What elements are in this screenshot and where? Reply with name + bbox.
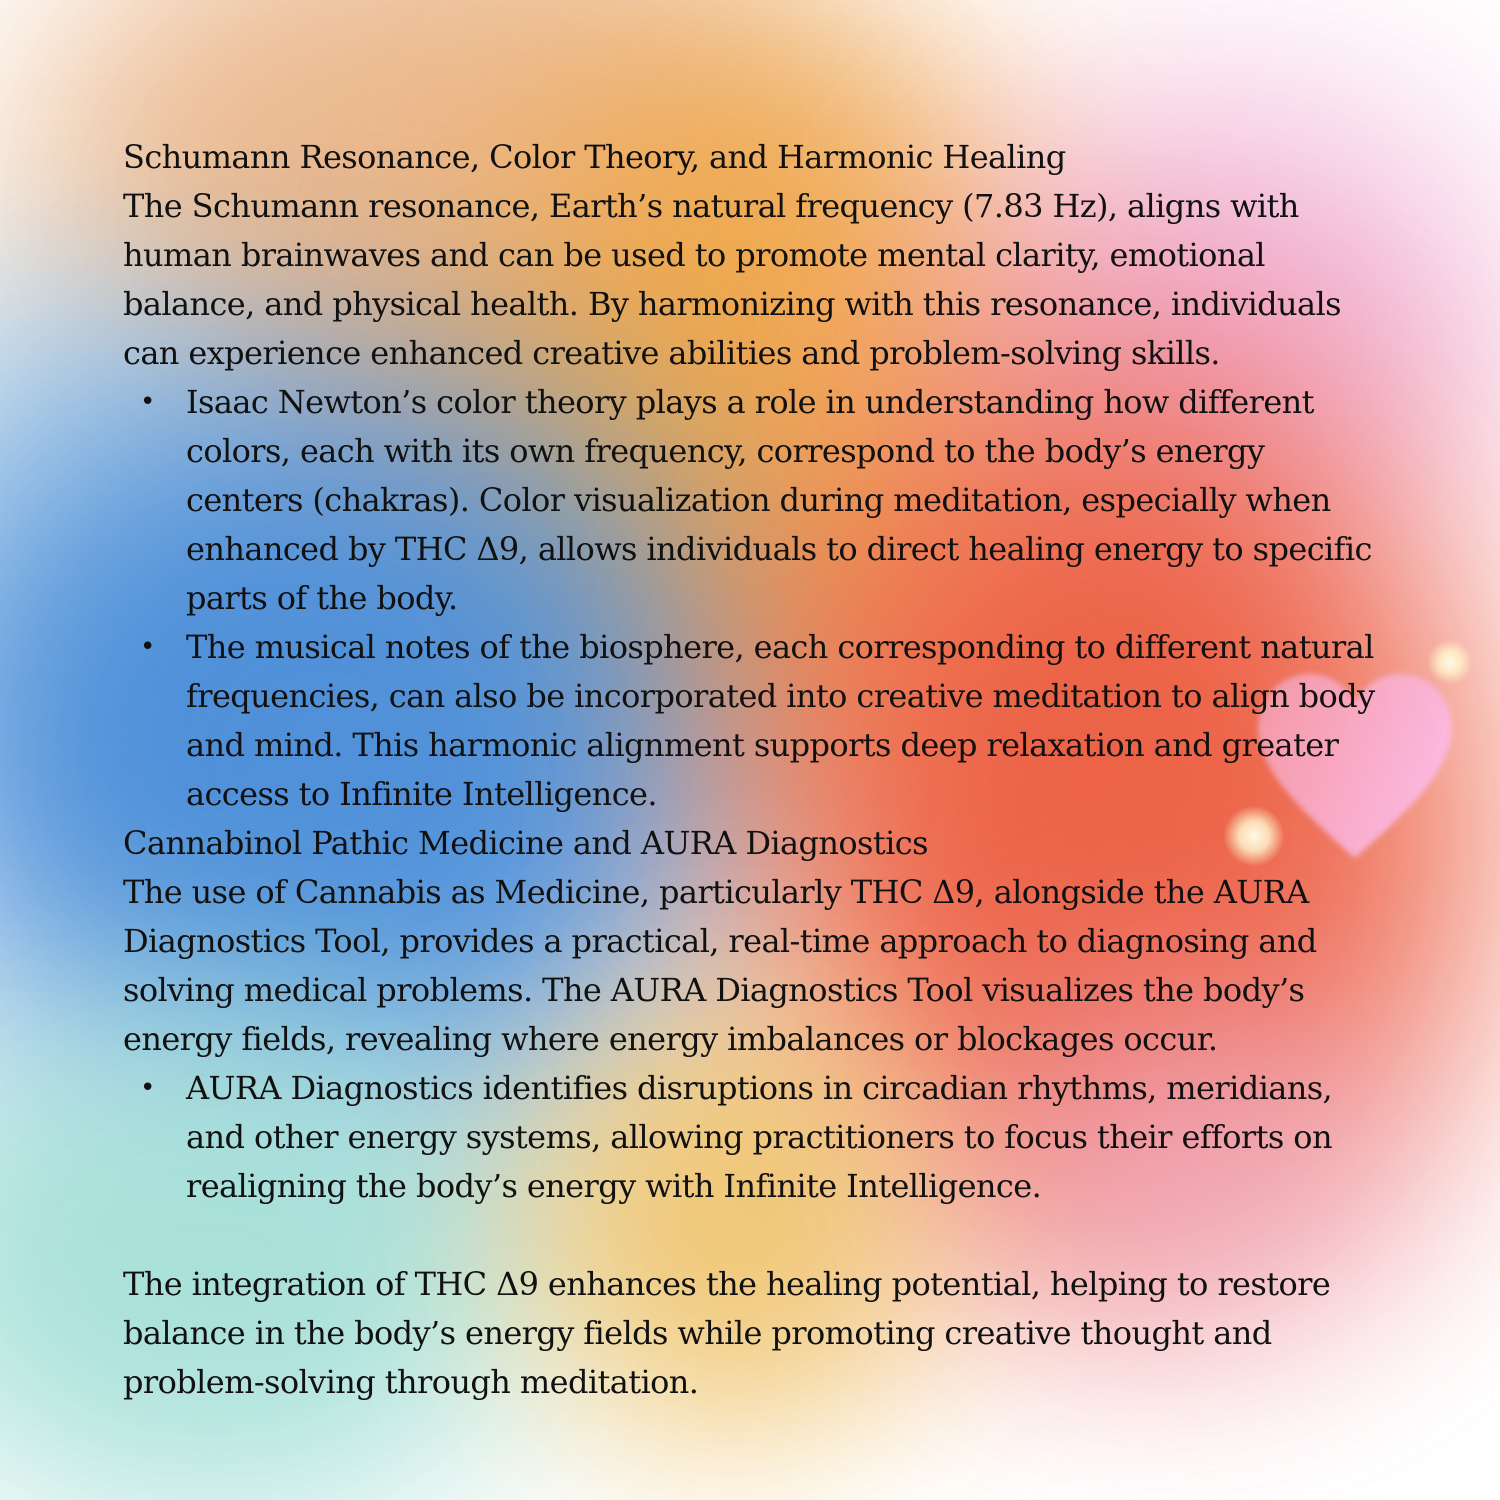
list-item	[123, 378, 1388, 623]
bullet-marker: •	[140, 387, 155, 417]
sparkle-glow	[1428, 640, 1472, 684]
list-item-text: Isaac Newton’s color theory plays a role in understanding how different colors, each with its own frequency, correspond to the body’s energy centers (chakras). Color visualization during meditation, especially when enhanced by THC Δ9, allows individuals to direct healing energy to specific parts of the body.	[186, 383, 1372, 617]
bullet-list	[123, 1064, 1388, 1211]
section-heading: Cannabinol Pathic Medicine and AURA Diagnostics	[123, 824, 928, 862]
document-body	[123, 133, 1388, 1407]
section-heading: Schumann Resonance, Color Theory, and Harmonic Healing	[123, 138, 1066, 176]
list-item-text: The musical notes of the biosphere, each corresponding to different natural frequencies, can also be incorporated into creative meditation to align body and mind. This harmonic alignment supports deep relaxation and greater access to Infinite Intelligence.	[186, 628, 1375, 813]
closing-paragraph: The integration of THC Δ9 enhances the healing potential, helping to restore balance in the body’s energy fields while promoting creative thought and problem-solving through meditation.	[123, 1265, 1331, 1401]
bullet-list	[123, 378, 1388, 819]
list-item	[123, 623, 1388, 819]
paragraph-spacer	[123, 1211, 1388, 1260]
section-paragraph: The Schumann resonance, Earth’s natural frequency (7.83 Hz), aligns with human brainwaves and can be used to promote mental clarity, emotional balance, and physical health. By harmonizing with this resonance, individuals can experience enhanced creative abilities and problem-solving skills.	[123, 187, 1341, 372]
bullet-marker: •	[140, 1073, 155, 1103]
list-item	[123, 1064, 1388, 1211]
bullet-marker: •	[140, 632, 155, 662]
list-item-text: AURA Diagnostics identifies disruptions in circadian rhythms, meridians, and other energy systems, allowing practitioners to focus their efforts on realigning the body’s energy with Infinite Intelligence.	[186, 1069, 1333, 1205]
section-paragraph: The use of Cannabis as Medicine, particularly THC Δ9, alongside the AURA Diagnostics Tool, provides a practical, real-time approach to diagnosing and solving medical problems. The AURA Diagnostics Tool visualizes the body’s energy fields, revealing where energy imbalances or blockages occur.	[123, 873, 1317, 1058]
